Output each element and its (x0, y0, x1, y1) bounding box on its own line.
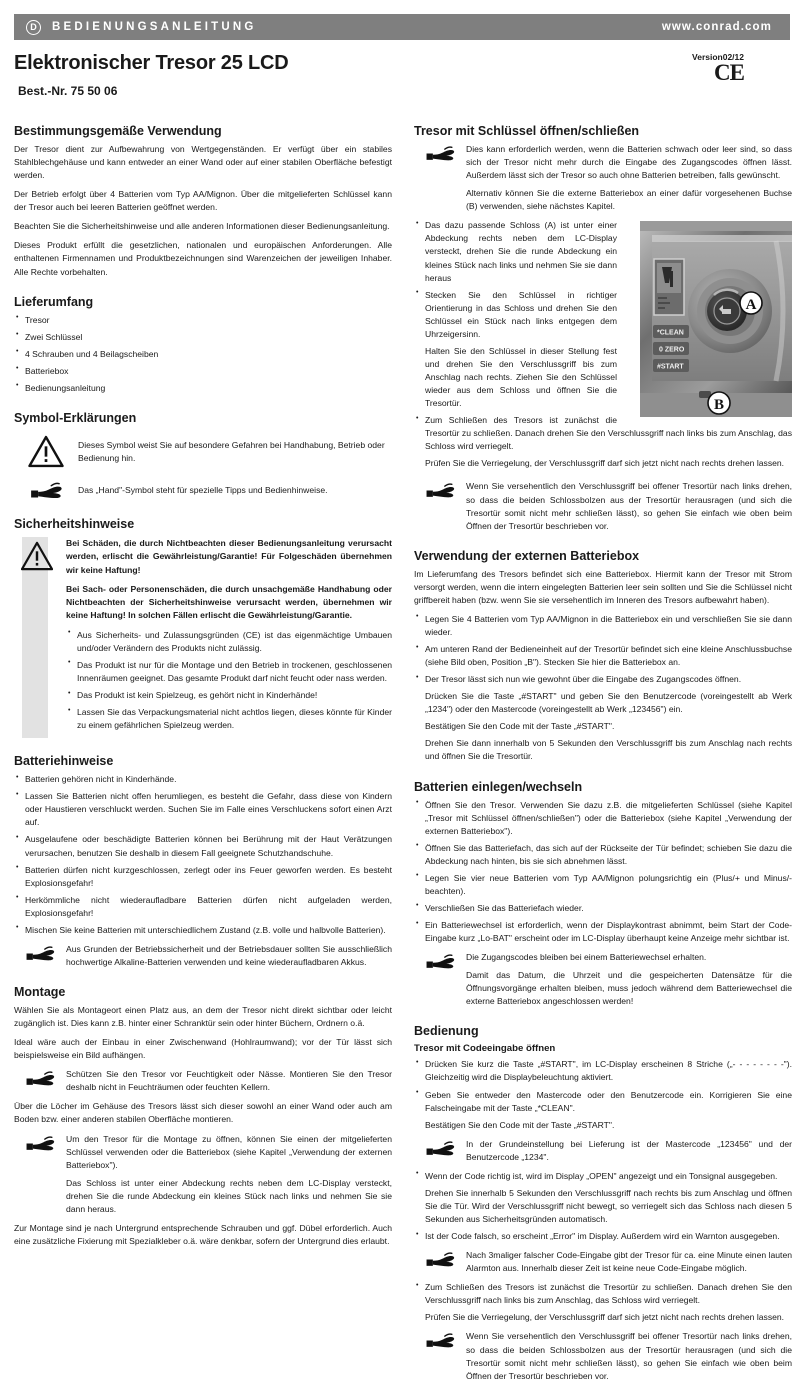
note-key-open-closing (414, 480, 792, 532)
list-item: • Herkömmliche nicht wiederaufladbare Batterien dürfen nicht aufgeladen werden, Explosionsgefahr! (14, 894, 392, 920)
note-body (66, 1133, 392, 1216)
list-item: • Drücken Sie kurz die Taste „#START", im LC-Display erscheinen 8 Striche („- - - - - - - -"). Gleichzeitig wird die Displaybeleuchtung aktiviert. (414, 1058, 792, 1084)
note-text: Nach 3maliger falscher Code-Eingabe gibt der Tresor für ca. eine Minute einen lauten Alarmton aus. Innerhalb dieser Zeit ist keine neue Code-Eingabe möglich. (466, 1250, 792, 1274)
list-item: • Zwei Schlüssel (14, 331, 392, 344)
intended-use-p3: Beachten Sie die Sicherheitshinweise und alle anderen Informationen dieser Bedienungsanleitung. (14, 221, 390, 232)
list-item-subtext: Prüfen Sie die Verriegelung, der Verschlussgriff darf sich jetzt nicht nach rechts drehen lassen. (425, 458, 785, 469)
photo-label-a: A (745, 297, 757, 314)
list-item: • Öffnen Sie das Batteriefach, das sich auf der Rückseite der Tür befindet; schieben Sie dazu die Abdeckung nach hinten, bis sie sich abnehmen lässt. (414, 842, 792, 868)
note-text: In der Grundeinstellung bei Lieferung ist der Mastercode „123456" und der Benutzercode „1234". (466, 1138, 792, 1162)
list-item: • Öffnen Sie den Tresor. Verwenden Sie dazu z.B. die mitgelieferten Schlüssel (siehe Kapitel „Tresor mit Schlüssel öffnen/schließen") oder die Batteriebox (siehe Kapitel „Verwendung der externen Batteriebox"). (414, 799, 792, 838)
list-item: • Aus Sicherheits- und Zulassungsgründen (CE) ist das eigenmächtige Umbauen und/oder Verändern des Produkts nicht zulässig. (66, 629, 392, 655)
pointing-hand-icon (14, 1133, 66, 1216)
warning-triangle-icon (14, 433, 78, 468)
list-item-subtext: Drehen Sie innerhalb 5 Sekunden den Verschlussgriff nach rechts bis zum Anschlag und öffnen Sie die Tür. Wird der Verschlussgriff nicht bewegt, so verriegelt sich das Schloss nach diesen 5 Sekunden aus Sicherheitsgründen automatisch. (425, 1187, 792, 1224)
list-item-subtext-3: Drehen Sie dann innerhalb von 5 Sekunden den Verschlussgriff bis zum Anschlag nach rechts und öffnen Sie die Tresortür. (425, 738, 792, 762)
safety-bullet-list (66, 629, 392, 732)
list-item (414, 1089, 792, 1132)
intended-use-p1: Der Tresor dient zur Aufbewahrung von Wertgegenständen. Er verfügt über ein stabiles Stahlblechgehäuse und kann entweder an einer Wand oder auf einer stabilen Oberfläche befestigt werden. (14, 144, 392, 181)
left-column (14, 124, 392, 1254)
list-item: • Mischen Sie keine Batterien mit unterschiedlichem Zustand (z.B. volle und halbvolle Batterien). (14, 924, 392, 937)
symbol-row-warning (14, 433, 392, 468)
list-item-text: Wenn der Code richtig ist, wird im Display „OPEN" angezeigt und ein Tonsignal ausgegeben. (425, 1170, 778, 1181)
intended-use-p2: Der Betrieb erfolgt über 4 Batterien vom Typ AA/Mignon. Über die mitgelieferten Schlüssel kann der Tresor auch bei leeren Batterien geöffnet werden. (14, 189, 392, 213)
safety-bold-p1: Bei Schäden, die durch Nichtbeachten dieser Bedienungsanleitung verursacht werden, erlischt die Gewährleistung/Garantie! Für Folgeschäden übernehmen wir keine Haftung! (66, 537, 392, 575)
list-item: • Tresor (14, 314, 392, 327)
note-text-b: Das Schloss ist unter einer Abdeckung rechts neben dem LC-Display versteckt, drehen Sie die runde Abdeckung ein kleines Stück nach links und nehmen Sie sie dann heraus. (66, 1177, 392, 1214)
heading-battery-notes: Batteriehinweise (14, 754, 114, 769)
note-text-a: Um den Tresor für die Montage zu öffnen, können Sie einen der mitgelieferten Schlüssel verwenden oder die Batteriebox (siehe Kapitel „Verwendung der externen Batteriebox"). (66, 1133, 392, 1170)
note-body (466, 1138, 792, 1164)
heading-operation: Bedienung (414, 1024, 479, 1039)
title-block (14, 52, 790, 106)
list-item: • Das dazu passende Schloss (A) ist unter einer Abdeckung rechts neben dem LC-Display versteckt, drehen Sie die runde Abdeckung ein kleines Stück nach links und nehmen Sie sie dann heraus (414, 219, 792, 284)
safety-gutter (14, 537, 66, 738)
list-item (414, 414, 792, 470)
list-item-text: Zum Schließen des Tresors ist zunächst die Tresortür zu schließen. Danach drehen Sie den Verschlussgriff nach links bis zum Anschlag, das Schloss wird verriegelt. (425, 415, 792, 452)
list-item: • Ist der Code falsch, so erscheint „Error" im Display. Außerdem wird ein Warnton ausgegeben. (414, 1230, 792, 1243)
note-body (66, 943, 392, 969)
note-key-open-a (414, 143, 792, 213)
note-body (466, 1330, 792, 1382)
list-item: • Lassen Sie Batterien nicht offen herumliegen, es besteht die Gefahr, dass diese von Kindern oder Haustieren verschluckt werden. Suchen Sie im Falle eines Verschluckens sofort einen Arzt auf. (14, 790, 392, 829)
pointing-hand-icon (14, 1068, 66, 1094)
note-body (466, 951, 792, 1008)
note-mounting-open (14, 1133, 392, 1216)
intended-use-p4: Dieses Produkt erfüllt die gesetzlichen, nationalen und europäischen Anforderungen. Alle enthaltenen Firmennamen und Produktbezeichnungen sind Warenzeichen der jeweiligen Inhaber. Alle Rechte vorbehalten. (14, 240, 392, 277)
list-item: • Am unteren Rand der Bedieneinheit auf der Tresortür befindet sich eine kleine Anschlussbuchse (siehe Bild oben, Position „B"). Stecken Sie hier die Batteriebox an. (414, 643, 792, 669)
list-item-text: Geben Sie entweder den Mastercode oder den Benutzercode ein. Korrigieren Sie eine Falscheingabe mit der Taste „*CLEAN". (425, 1089, 792, 1113)
heading-external-battery-box: Verwendung der externen Batteriebox (414, 548, 640, 563)
symbol-warning-text: Dieses Symbol weist Sie auf besondere Gefahren bei Handhabung, Betrieb oder Bedienung hin. (78, 439, 385, 463)
list-item (414, 1281, 792, 1324)
note-text: Wenn Sie versehentlich den Verschlussgriff bei offener Tresortür nach links drehen, so dass die beiden Schlossbolzen aus der Tresortür herausragen (und sich die Tresortür somit nicht mehr schließen lässt), so gehen Sie einfach wie oben beim Öffnen der Tresortür beschrieben vor. (466, 1331, 792, 1381)
list-item-subtext-2: Bestätigen Sie den Code mit der Taste „#START". (425, 721, 615, 732)
mounting-p1: Wählen Sie als Montageort einen Platz aus, an dem der Tresor nicht direkt sichtbar oder leicht zugänglich ist. Dies kann z.B. hinter einer Schranktür sein oder hinter Büchern, Ordnern o.ä. (14, 1005, 392, 1029)
list-item: • Batterien gehören nicht in Kinderhände. (14, 773, 392, 786)
mounting-p3: Über die Löcher im Gehäuse des Tresors lässt sich dieser sowohl an einer Wand oder auch am Boden bzw. einer anderen stabilen Oberfläche montieren. (14, 1101, 392, 1125)
photo-and-steps (414, 219, 792, 476)
page-title: Elektronischer Tresor 25 LCD (14, 52, 289, 74)
header-title: BEDIENUNGSANLEITUNG (52, 21, 257, 33)
heading-symbol-explanations: Symbol-Erklärungen (14, 410, 137, 425)
heading-safety-notes: Sicherheitshinweise (14, 516, 135, 531)
note-battery-quality (14, 943, 392, 969)
ce-mark-icon: CE (714, 60, 744, 85)
list-item-subtext: Bestätigen Sie den Code mit der Taste „#START". (425, 1119, 615, 1130)
safety-body (66, 537, 392, 738)
note-mounting-moisture (14, 1068, 392, 1094)
note-text-b: Alternativ können Sie die externe Batteriebox an einer dafür vorgesehenen Buchse (B) verwenden, siehe nächstes Kapitel. (466, 188, 792, 212)
pointing-hand-icon (14, 943, 66, 969)
note-text-a: Dies kann erforderlich werden, wenn die Batterien schwach oder leer sind, so dass sich der Tresor nicht mehr durch die Eingabe des Zugangscodes öffnen lässt. Außerdem lässt sich der Tresor so auch ohne Batterien betreiben, falls gewünscht. (466, 144, 792, 181)
list-item: • Legen Sie vier neue Batterien vom Typ AA/Mignon polungsrichtig ein (Plus/+ und Minus/- beachten). (414, 872, 792, 898)
list-item: • Bedienungsanleitung (14, 382, 392, 395)
list-item: • Legen Sie 4 Batterien vom Typ AA/Mignon in die Batteriebox ein und verschließen Sie sie dann wieder. (414, 613, 792, 639)
symbol-hand-text: Das „Hand"-Symbol steht für spezielle Tipps und Bedienhinweise. (78, 484, 328, 495)
operation-steps-1 (414, 1058, 792, 1131)
pointing-hand-icon (14, 478, 78, 501)
heading-scope-of-delivery: Lieferumfang (14, 294, 94, 309)
list-item-text: Zum Schließen des Tresors ist zunächst die Tresortür zu schließen. Danach drehen Sie den Verschlussgriff nach links bis zum Anschlag, das Schloss wird verriegelt. (425, 1282, 792, 1306)
note-battery-codes (414, 951, 792, 1008)
warning-triangle-icon (21, 541, 53, 576)
note-text-a: Die Zugangscodes bleiben bei einem Batteriewechsel erhalten. (466, 952, 707, 963)
pointing-hand-icon (414, 951, 466, 1008)
note-body (466, 480, 792, 532)
list-item: • Batteriebox (14, 365, 392, 378)
pointing-hand-icon (414, 1138, 466, 1164)
list-item: • Das Produkt ist nur für die Montage und den Betrieb in trockenen, geschlossenen Innenräumen geeignet. Das gesamte Produkt darf nicht feucht oder nass werden. (66, 659, 392, 685)
header-bar (14, 14, 790, 40)
external-battery-box-intro: Im Lieferumfang des Tresors befindet sich eine Batteriebox. Hiermit kann der Tresor mit Strom versorgt werden, wenn die intern eingelegten Batterien leer sein sollten und Sie die Schlüssel nicht griffbereit haben (bzw. wenn Sie sie versehentlich im Inneren des Tresors aufbewahrt haben). (414, 568, 792, 605)
note-body (466, 143, 792, 213)
list-item: • 4 Schrauben und 4 Beilagscheiben (14, 348, 392, 361)
list-item-subtext: Halten Sie den Schlüssel in dieser Stellung fest und drehen Sie den Verschlussgriff bis zum Anschlag nach rechts. Ziehen Sie den Schlüssel wieder aus dem Schloss und öffnen Sie die Tresortür. (425, 345, 617, 409)
list-item: • Ein Batteriewechsel ist erforderlich, wenn der Displaykontrast abnimmt, beim Start der Code-Eingabe kurz „Lo-BAT" erscheint oder im LC-Display überhaupt keine Anzeige mehr sichtbar ist. (414, 919, 792, 945)
list-item (414, 673, 792, 763)
list-item: • Batterien dürfen nicht kurzgeschlossen, zerlegt oder ins Feuer geworfen werden. Es besteht Explosionsgefahr! (14, 864, 392, 890)
photo-button-zero-label: 0 ZERO (659, 346, 685, 354)
battery-notes-list (14, 773, 392, 937)
note-text: Schützen Sie den Tresor vor Feuchtigkeit oder Nässe. Montieren Sie den Tresor deshalb nicht in Feuchträumen oder feuchten Kellern. (66, 1069, 392, 1093)
list-item-subtext: Prüfen Sie die Verriegelung, der Verschlussgriff darf sich jetzt nicht nach rechts drehen lassen. (425, 1312, 785, 1323)
country-code-badge: D (26, 20, 41, 35)
operation-steps-3 (414, 1281, 792, 1324)
external-battery-box-steps (414, 613, 792, 764)
version-label: Version02/12 (692, 52, 744, 62)
list-item-text: Der Tresor lässt sich nun wie gewohnt über die Eingabe des Zugangscodes öffnen. (425, 674, 742, 685)
photo-button-start-label: #START (657, 363, 684, 371)
list-item-text: Stecken Sie den Schlüssel in richtiger Orientierung in das Schloss und drehen Sie den Schlüssel ein Stück nach links entgegen dem Uhrzeigersinn. (425, 289, 617, 339)
subheading-open-with-code: Tresor mit Codeeingabe öffnen (414, 1043, 556, 1055)
heading-key-open-close: Tresor mit Schlüssel öffnen/schließen (414, 124, 640, 138)
pointing-hand-icon (414, 480, 466, 532)
note-alarm (414, 1249, 792, 1275)
list-item (414, 1170, 792, 1226)
safety-block (14, 537, 392, 738)
mounting-p4: Zur Montage sind je nach Untergrund entsprechende Schrauben und ggf. Dübel erforderlich. Auch eine zusätzliche Fixierung mit Spezialkleber o.ä. wäre denkbar, sofern der Untergrund dies erlaubt. (14, 1222, 392, 1246)
photo-label-b: B (713, 397, 725, 414)
list-item: • Das Produkt ist kein Spielzeug, es gehört nicht in Kinderhände! (66, 689, 392, 702)
heading-mounting: Montage (14, 985, 66, 999)
note-body (466, 1249, 792, 1275)
list-item: • Verschließen Sie das Batteriefach wieder. (414, 902, 792, 915)
two-column-body (14, 124, 790, 1389)
key-open-close-steps (414, 219, 792, 470)
note-text: Wenn Sie versehentlich den Verschlussgriff bei offener Tresortür nach links drehen, so dass die beiden Schlossbolzen aus der Tresortür herausragen (und sich die Tresortür somit nicht mehr schließen lässt), so gehen Sie einfach wie oben beim Öffnen der Tresortür beschrieben vor. (466, 481, 792, 531)
note-text: Aus Grunden der Betriebssicherheit und der Betriebsdauer sollten Sie ausschließlich hochwertige Alkaline-Batterien verwenden und keine wiederaufladbaren Akkus. (66, 943, 392, 967)
pointing-hand-icon (414, 1330, 466, 1382)
symbol-row-hand (14, 478, 392, 501)
safety-bold-p2: Bei Sach- oder Personenschäden, die durch unsachgemäße Handhabung oder Nichtbeachten der Sicherheitshinweise verursacht werden, übernehmen wir keine Haftung! In solchen Fällen erlischt die Gewährleistung/Garantie. (66, 583, 392, 621)
mounting-p2: Ideal wäre auch der Einbau in einer Zwischenwand (Hohlraumwand); vor der Tür lässt sich beispielsweise ein Bild aufhängen. (14, 1037, 392, 1061)
pointing-hand-icon (414, 1249, 466, 1275)
list-item-subtext-1: Drücken Sie die Taste „#START" und geben Sie den Benutzercode (voreingestellt ab Werk „1234") oder den Mastercode (voreingestellt ab Werk „123456") ein. (425, 691, 792, 715)
operation-steps-2 (414, 1170, 792, 1243)
note-default-codes (414, 1138, 792, 1164)
note-operation-closing (414, 1330, 792, 1382)
pointing-hand-icon (414, 143, 466, 213)
list-item: • Ausgelaufene oder beschädigte Batterien können bei Berührung mit der Haut Verätzungen verursachen, benutzen Sie deshalb in diesem Fall geeignete Schutzhandschuhe. (14, 833, 392, 859)
insert-batteries-steps (414, 799, 792, 946)
list-item: • Lassen Sie das Verpackungsmaterial nicht achtlos liegen, dieses könnte für Kinder zu einem gefährlichen Spielzeug werden. (66, 706, 392, 732)
heading-intended-use: Bestimmungsgemäße Verwendung (14, 124, 222, 138)
note-body (66, 1068, 392, 1094)
version-ce-block (632, 52, 752, 86)
note-text-b: Damit das Datum, die Uhrzeit und die gespeicherten Datensätze für die Öffnungsvorgänge erhalten bleiben, muss jedoch während dem Batteriewechsel die externe Batteriebox angeschlossen werden! (466, 970, 792, 1007)
order-number: Best.-Nr. 75 50 06 (18, 84, 118, 98)
header-website-url[interactable]: www.conrad.com (661, 21, 772, 33)
right-column (414, 124, 792, 1389)
photo-button-clean-label: *CLEAN (657, 329, 684, 337)
list-item (414, 289, 792, 414)
scope-of-delivery-list (14, 314, 392, 395)
heading-insert-batteries: Batterien einlegen/wechseln (414, 779, 583, 794)
